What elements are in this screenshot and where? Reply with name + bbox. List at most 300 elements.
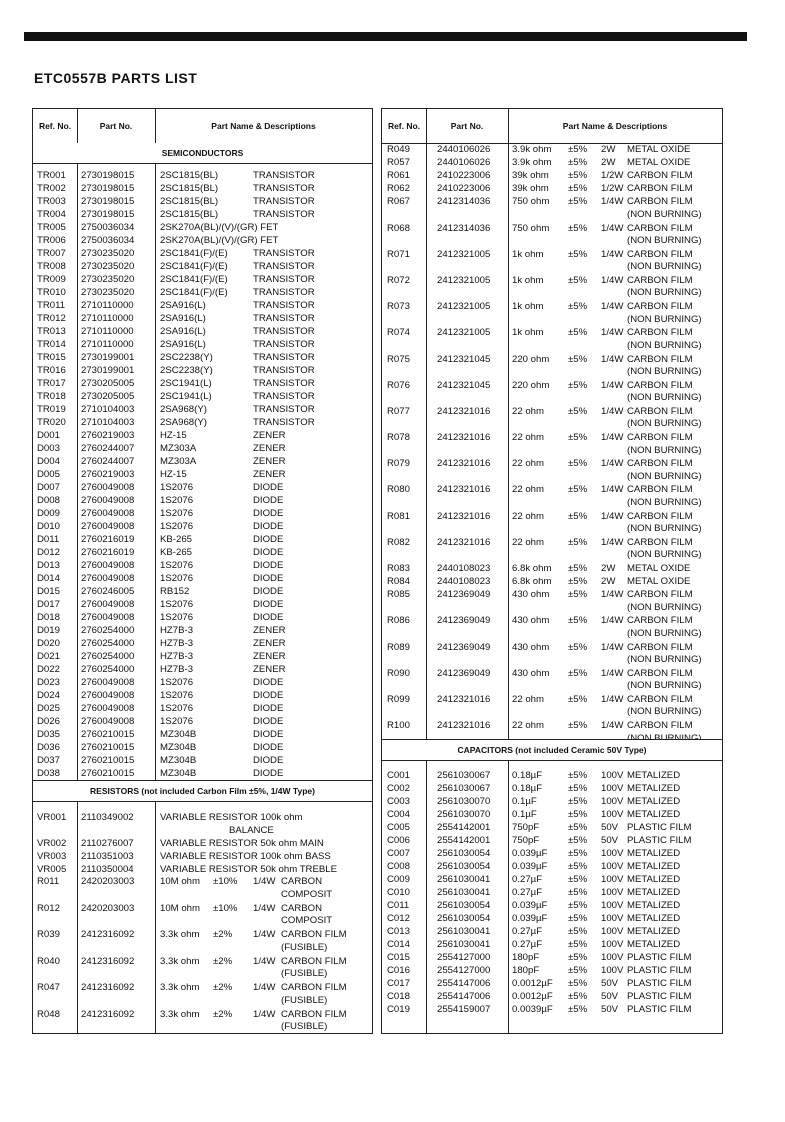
part-type: DIODE bbox=[253, 677, 284, 688]
part-no: 2710104003 bbox=[81, 404, 135, 415]
table-row bbox=[382, 693, 722, 719]
value: 0.039µF bbox=[512, 913, 548, 924]
table-row bbox=[382, 834, 722, 847]
value: 1k ohm bbox=[512, 248, 544, 260]
part-no: 2760219003 bbox=[81, 430, 135, 441]
table-row bbox=[33, 403, 372, 416]
part-type: CARBON bbox=[281, 876, 323, 887]
part-no: 2730198015 bbox=[81, 183, 135, 194]
tolerance: ±5% bbox=[568, 432, 588, 444]
part-no: 2561030054 bbox=[437, 900, 491, 911]
tolerance: ±5% bbox=[568, 576, 588, 588]
parts-table-left bbox=[32, 108, 373, 1034]
part-no: 2440108023 bbox=[437, 563, 491, 574]
wattage: 1/4W bbox=[601, 196, 624, 208]
wattage: 1/4W bbox=[601, 589, 624, 601]
voltage: 100V bbox=[601, 874, 624, 885]
part-type: DIODE bbox=[253, 586, 284, 597]
ref-no: C004 bbox=[387, 809, 410, 820]
ref-no: R068 bbox=[387, 222, 410, 234]
tolerance: ±5% bbox=[568, 913, 588, 924]
value: 3.3k ohm bbox=[160, 929, 200, 940]
part-name: 2SC1815(BL) bbox=[160, 170, 219, 181]
value: 22 ohm bbox=[512, 432, 544, 444]
part-name: 1S2076 bbox=[160, 521, 194, 532]
ref-no: VR002 bbox=[37, 838, 67, 849]
tolerance: ±5% bbox=[568, 1004, 588, 1015]
table-row bbox=[33, 260, 372, 273]
part-note: (NON BURNING) bbox=[627, 627, 702, 639]
table-row bbox=[33, 312, 372, 325]
voltage: 100V bbox=[601, 796, 624, 807]
voltage: 100V bbox=[601, 939, 624, 950]
table-row bbox=[33, 754, 372, 767]
part-type: TRANSISTOR bbox=[253, 287, 315, 298]
tolerance: ±2% bbox=[213, 929, 233, 940]
wattage: 1/4W bbox=[601, 484, 624, 496]
part-no: 2760049008 bbox=[81, 703, 135, 714]
ref-no: R049 bbox=[387, 144, 410, 155]
part-name: 2SA916(L) bbox=[160, 339, 206, 350]
table-row bbox=[382, 782, 722, 795]
part-no: 2554127000 bbox=[437, 952, 491, 963]
part-no: 2561030067 bbox=[437, 770, 491, 781]
part-type: TRANSISTOR bbox=[253, 417, 315, 428]
value: 0.27µF bbox=[512, 887, 543, 898]
table-row bbox=[382, 899, 722, 912]
wattage: 1/4W bbox=[601, 405, 624, 417]
table-row bbox=[33, 351, 372, 364]
part-no: 2561030067 bbox=[437, 783, 491, 794]
voltage: 100V bbox=[601, 770, 624, 781]
part-type: TRANSISTOR bbox=[253, 352, 315, 363]
tolerance: ±5% bbox=[568, 510, 588, 522]
part-name: 1S2076 bbox=[160, 508, 194, 519]
table-row bbox=[382, 873, 722, 886]
part-type: CARBON bbox=[281, 902, 323, 914]
table-row bbox=[382, 405, 722, 431]
tolerance: ±5% bbox=[568, 667, 588, 679]
value: 0.18µF bbox=[512, 770, 543, 781]
ref-no: C016 bbox=[387, 965, 410, 976]
part-no: 2110350004 bbox=[81, 864, 134, 875]
table-row bbox=[33, 546, 372, 559]
voltage: 100V bbox=[601, 809, 624, 820]
table-row bbox=[33, 572, 372, 585]
ref-no: R075 bbox=[387, 353, 410, 365]
value: 0.18µF bbox=[512, 783, 543, 794]
wattage: 1/2W bbox=[601, 183, 624, 195]
part-no: 2710110000 bbox=[81, 300, 134, 311]
part-type: CARBON FILM bbox=[627, 274, 693, 286]
voltage: 100V bbox=[601, 900, 624, 911]
ref-no: VR001 bbox=[37, 812, 67, 823]
part-type: TRANSISTOR bbox=[253, 339, 315, 350]
part-type: DIODE bbox=[253, 508, 284, 519]
part-name: 2SA968(Y) bbox=[160, 404, 207, 415]
tolerance: ±5% bbox=[568, 693, 588, 705]
table-row bbox=[33, 169, 372, 182]
part-type: CARBON FILM bbox=[627, 720, 693, 732]
part-type: TRANSISTOR bbox=[253, 248, 315, 259]
ref-no: R099 bbox=[387, 693, 410, 705]
part-no: 2412321045 bbox=[437, 353, 491, 365]
voltage: 50V bbox=[601, 991, 619, 1002]
table-row bbox=[382, 641, 722, 667]
part-note: (NON BURNING) bbox=[627, 313, 702, 325]
ref-no: C008 bbox=[387, 861, 410, 872]
wattage: 1/4W bbox=[253, 955, 276, 967]
part-name: HZ7B-3 bbox=[160, 664, 194, 675]
part-no: 2730235020 bbox=[81, 274, 135, 285]
value: 0.1µF bbox=[512, 796, 537, 807]
wattage: 1/4W bbox=[253, 876, 276, 887]
ref-no: R076 bbox=[387, 379, 410, 391]
part-note: (NON BURNING) bbox=[627, 235, 702, 247]
tolerance: ±5% bbox=[568, 770, 588, 781]
table-row bbox=[33, 598, 372, 611]
part-no: 2730205005 bbox=[81, 378, 135, 389]
voltage: 100V bbox=[601, 783, 624, 794]
part-no: 2760049008 bbox=[81, 599, 135, 610]
table-row bbox=[382, 977, 722, 990]
part-note: (FUSIBLE) bbox=[281, 1021, 328, 1032]
table-row bbox=[382, 353, 722, 379]
part-name: VARIABLE RESISTOR 50k ohm MAIN bbox=[160, 838, 324, 849]
part-note: (FUSIBLE) bbox=[281, 994, 328, 1006]
value: 0.27µF bbox=[512, 926, 543, 937]
table-row bbox=[382, 510, 722, 536]
voltage: 50V bbox=[601, 978, 619, 989]
part-no: 2412321016 bbox=[437, 510, 491, 522]
ref-no: C013 bbox=[387, 926, 410, 937]
ref-no: D035 bbox=[37, 729, 60, 740]
part-name: 2SK270A(BL)/(V)/(GR) FET bbox=[160, 222, 279, 233]
table-row bbox=[382, 562, 722, 575]
tolerance: ±5% bbox=[568, 196, 588, 208]
part-note: (NON BURNING) bbox=[627, 706, 702, 718]
table-row bbox=[33, 221, 372, 234]
tolerance: ±2% bbox=[213, 955, 233, 967]
part-name: MZ304B bbox=[160, 755, 197, 766]
value: 3.3k ohm bbox=[160, 1008, 200, 1020]
tolerance: ±2% bbox=[213, 982, 233, 993]
table-row bbox=[33, 624, 372, 637]
part-no: 2412321016 bbox=[437, 693, 491, 705]
part-type: TRANSISTOR bbox=[253, 326, 315, 337]
part-note: (NON BURNING) bbox=[627, 523, 702, 535]
value: 0.039µF bbox=[512, 900, 548, 911]
wattage: 1/4W bbox=[253, 929, 276, 940]
wattage: 1/4W bbox=[253, 982, 276, 993]
voltage: 100V bbox=[601, 887, 624, 898]
part-no: 2760049008 bbox=[81, 508, 135, 519]
part-no: 2710104003 bbox=[81, 417, 135, 428]
value: 0.1µF bbox=[512, 809, 537, 820]
part-note: (FUSIBLE) bbox=[281, 968, 328, 979]
table-row bbox=[382, 143, 722, 156]
tolerance: ±5% bbox=[568, 926, 588, 937]
ref-no: D036 bbox=[37, 742, 60, 753]
wattage: 1/4W bbox=[601, 327, 624, 339]
part-no: 2561030041 bbox=[437, 874, 491, 885]
tolerance: ±5% bbox=[568, 835, 588, 846]
part-no: 2554147006 bbox=[437, 978, 491, 989]
part-name: 2SA968(Y) bbox=[160, 417, 207, 428]
part-no: 2412314036 bbox=[437, 196, 491, 208]
part-type: CARBON FILM bbox=[627, 222, 693, 234]
ref-no: TR007 bbox=[37, 248, 66, 259]
part-no: 2760254000 bbox=[81, 625, 135, 636]
value: 22 ohm bbox=[512, 720, 544, 732]
tolerance: ±5% bbox=[568, 874, 588, 885]
part-name: VARIABLE RESISTOR 100k ohm bbox=[160, 812, 303, 823]
section-capacitors: CAPACITORS (not included Ceramic 50V Type) bbox=[382, 739, 722, 761]
table-row bbox=[382, 912, 722, 925]
part-no: 2730205005 bbox=[81, 391, 135, 402]
parts-table-right bbox=[381, 108, 723, 1034]
part-no: 2730198015 bbox=[81, 209, 135, 220]
part-note: BALANCE bbox=[229, 824, 274, 836]
part-no: 2561030041 bbox=[437, 926, 491, 937]
header-description: Part Name & Descriptions bbox=[211, 121, 316, 131]
part-type: CARBON FILM bbox=[281, 955, 347, 967]
table-row bbox=[382, 808, 722, 821]
wattage: 2W bbox=[601, 157, 616, 169]
ref-no: D017 bbox=[37, 599, 60, 610]
table-row bbox=[33, 689, 372, 702]
part-type: TRANSISTOR bbox=[253, 261, 315, 272]
table-row bbox=[382, 326, 722, 352]
part-name: 2SC1841(F)/(E) bbox=[160, 287, 228, 298]
part-no: 2730198015 bbox=[81, 170, 135, 181]
table-row bbox=[382, 248, 722, 274]
part-note: (NON BURNING) bbox=[627, 392, 702, 404]
part-no: 2710110000 bbox=[81, 326, 134, 337]
ref-no: TR010 bbox=[37, 287, 66, 298]
part-no: 2412321005 bbox=[437, 327, 491, 339]
tolerance: ±5% bbox=[568, 484, 588, 496]
tolerance: ±5% bbox=[568, 848, 588, 859]
part-type: CARBON FILM bbox=[627, 183, 693, 195]
value: 10M ohm bbox=[160, 902, 200, 914]
table-row bbox=[33, 234, 372, 247]
ref-no: C014 bbox=[387, 939, 410, 950]
table-row bbox=[33, 650, 372, 663]
part-name: 2SC1941(L) bbox=[160, 391, 212, 402]
ref-no: R080 bbox=[387, 484, 410, 496]
part-no: 2554142001 bbox=[437, 835, 491, 846]
part-name: 1S2076 bbox=[160, 703, 194, 714]
part-name: KB-265 bbox=[160, 534, 192, 545]
table-row bbox=[33, 837, 372, 850]
tolerance: ±10% bbox=[213, 876, 238, 887]
table-row bbox=[382, 575, 722, 588]
part-no: 2412316092 bbox=[81, 929, 135, 940]
part-no: 2561030070 bbox=[437, 796, 491, 807]
tolerance: ±5% bbox=[568, 301, 588, 313]
tolerance: ±5% bbox=[568, 405, 588, 417]
value: 6.8k ohm bbox=[512, 576, 552, 588]
table-row bbox=[33, 715, 372, 728]
ref-no: D020 bbox=[37, 638, 60, 649]
part-type: TRANSISTOR bbox=[253, 391, 315, 402]
ref-no: R071 bbox=[387, 248, 410, 260]
ref-no: R081 bbox=[387, 510, 410, 522]
part-type: METALIZED bbox=[627, 926, 681, 937]
value: 220 ohm bbox=[512, 353, 550, 365]
ref-no: C011 bbox=[387, 900, 410, 911]
part-note: (NON BURNING) bbox=[627, 444, 702, 456]
part-type: METALIZED bbox=[627, 770, 681, 781]
table-row bbox=[382, 536, 722, 562]
ref-no: R072 bbox=[387, 274, 410, 286]
value: 0.039µF bbox=[512, 848, 548, 859]
ref-no: R040 bbox=[37, 955, 60, 967]
table-row bbox=[33, 902, 372, 929]
part-no: 2760254000 bbox=[81, 664, 135, 675]
tolerance: ±5% bbox=[568, 861, 588, 872]
voltage: 100V bbox=[601, 861, 624, 872]
ref-no: TR004 bbox=[37, 209, 66, 220]
part-type: METALIZED bbox=[627, 861, 681, 872]
part-type: METAL OXIDE bbox=[627, 157, 691, 169]
part-note: (NON BURNING) bbox=[627, 470, 702, 482]
ref-no: R100 bbox=[387, 720, 410, 732]
tolerance: ±5% bbox=[568, 327, 588, 339]
part-name: 2SC1841(F)/(E) bbox=[160, 274, 228, 285]
table-row bbox=[382, 274, 722, 300]
part-no: 2412316092 bbox=[81, 982, 135, 993]
part-type: DIODE bbox=[253, 495, 284, 506]
ref-no: D022 bbox=[37, 664, 60, 675]
part-note: (FUSIBLE) bbox=[281, 941, 328, 953]
ref-no: C003 bbox=[387, 796, 410, 807]
wattage: 1/4W bbox=[253, 902, 276, 914]
part-no: 2412369049 bbox=[437, 667, 491, 679]
table-row bbox=[33, 767, 372, 780]
part-type: METAL OXIDE bbox=[627, 576, 691, 588]
part-no: 2730235020 bbox=[81, 248, 135, 259]
resistor-list-left bbox=[33, 875, 372, 1034]
wattage: 1/4W bbox=[601, 353, 624, 365]
part-type: CARBON FILM bbox=[281, 1008, 347, 1020]
part-type: TRANSISTOR bbox=[253, 378, 315, 389]
part-type: DIODE bbox=[253, 612, 284, 623]
header-description: Part Name & Descriptions bbox=[562, 121, 668, 131]
ref-no: R012 bbox=[37, 902, 60, 914]
table-header bbox=[33, 109, 372, 144]
part-note: COMPOSIT bbox=[281, 888, 333, 900]
table-row bbox=[33, 195, 372, 208]
table-row bbox=[33, 364, 372, 377]
part-no: 2561030041 bbox=[437, 939, 491, 950]
part-no: 2730235020 bbox=[81, 261, 135, 272]
voltage: 100V bbox=[601, 952, 624, 963]
part-no: 2760049008 bbox=[81, 482, 135, 493]
part-name: 2SC1815(BL) bbox=[160, 209, 219, 220]
part-type: CARBON FILM bbox=[627, 196, 693, 208]
part-type: CARBON FILM bbox=[627, 589, 693, 601]
part-type: CARBON FILM bbox=[627, 170, 693, 182]
ref-no: R086 bbox=[387, 615, 410, 627]
part-type: METALIZED bbox=[627, 796, 681, 807]
part-note: (NON BURNING) bbox=[627, 654, 702, 666]
part-no: 2412369049 bbox=[437, 641, 491, 653]
tolerance: ±5% bbox=[568, 720, 588, 732]
table-row bbox=[33, 325, 372, 338]
part-note: (NON BURNING) bbox=[627, 287, 702, 299]
part-name: 1S2076 bbox=[160, 690, 194, 701]
ref-no: TR014 bbox=[37, 339, 66, 350]
part-name: HZ7B-3 bbox=[160, 625, 194, 636]
part-no: 2760246005 bbox=[81, 586, 135, 597]
part-type: METALIZED bbox=[627, 874, 681, 885]
part-type: CARBON FILM bbox=[627, 641, 693, 653]
tolerance: ±5% bbox=[568, 536, 588, 548]
table-row bbox=[33, 559, 372, 572]
value: 39k ohm bbox=[512, 183, 549, 195]
tolerance: ±5% bbox=[568, 589, 588, 601]
part-no: 2412321005 bbox=[437, 248, 491, 260]
wattage: 2W bbox=[601, 576, 616, 588]
part-type: PLASTIC FILM bbox=[627, 822, 692, 833]
table-row bbox=[33, 928, 372, 955]
part-no: 2760210015 bbox=[81, 742, 135, 753]
ref-no: R077 bbox=[387, 405, 410, 417]
tolerance: ±5% bbox=[568, 965, 588, 976]
part-no: 2561030041 bbox=[437, 887, 491, 898]
table-row bbox=[382, 847, 722, 860]
value: 0.27µF bbox=[512, 874, 543, 885]
tolerance: ±5% bbox=[568, 222, 588, 234]
part-type: CARBON FILM bbox=[627, 405, 693, 417]
value: 3.3k ohm bbox=[160, 955, 200, 967]
part-type: CARBON FILM bbox=[627, 458, 693, 470]
part-no: 2410223006 bbox=[437, 170, 491, 182]
ref-no: TR001 bbox=[37, 170, 66, 181]
tolerance: ±5% bbox=[568, 783, 588, 794]
part-no: 2760049008 bbox=[81, 560, 135, 571]
ref-no: D019 bbox=[37, 625, 60, 636]
part-no: 2760049008 bbox=[81, 573, 135, 584]
table-row bbox=[33, 520, 372, 533]
tolerance: ±5% bbox=[568, 144, 588, 155]
tolerance: ±10% bbox=[213, 902, 238, 914]
value: 430 ohm bbox=[512, 589, 550, 601]
part-no: 2410223006 bbox=[437, 183, 491, 195]
table-row bbox=[33, 429, 372, 442]
part-type: DIODE bbox=[253, 560, 284, 571]
part-name: 2SC1815(BL) bbox=[160, 183, 219, 194]
ref-no: R047 bbox=[37, 982, 60, 993]
voltage: 50V bbox=[601, 822, 619, 833]
part-note: (NON BURNING) bbox=[627, 549, 702, 561]
part-no: 2730198015 bbox=[81, 196, 135, 207]
ref-no: D010 bbox=[37, 521, 60, 532]
part-no: 2420203003 bbox=[81, 876, 135, 887]
part-name: 1S2076 bbox=[160, 716, 194, 727]
capacitor-list bbox=[382, 769, 722, 1016]
part-type: DIODE bbox=[253, 534, 284, 545]
value: 750 ohm bbox=[512, 196, 550, 208]
part-note: (NON BURNING) bbox=[627, 339, 702, 351]
part-no: 2750036034 bbox=[81, 222, 135, 233]
part-type: DIODE bbox=[253, 703, 284, 714]
ref-no: TR012 bbox=[37, 313, 66, 324]
part-no: 2760049008 bbox=[81, 495, 135, 506]
tolerance: ±5% bbox=[568, 952, 588, 963]
